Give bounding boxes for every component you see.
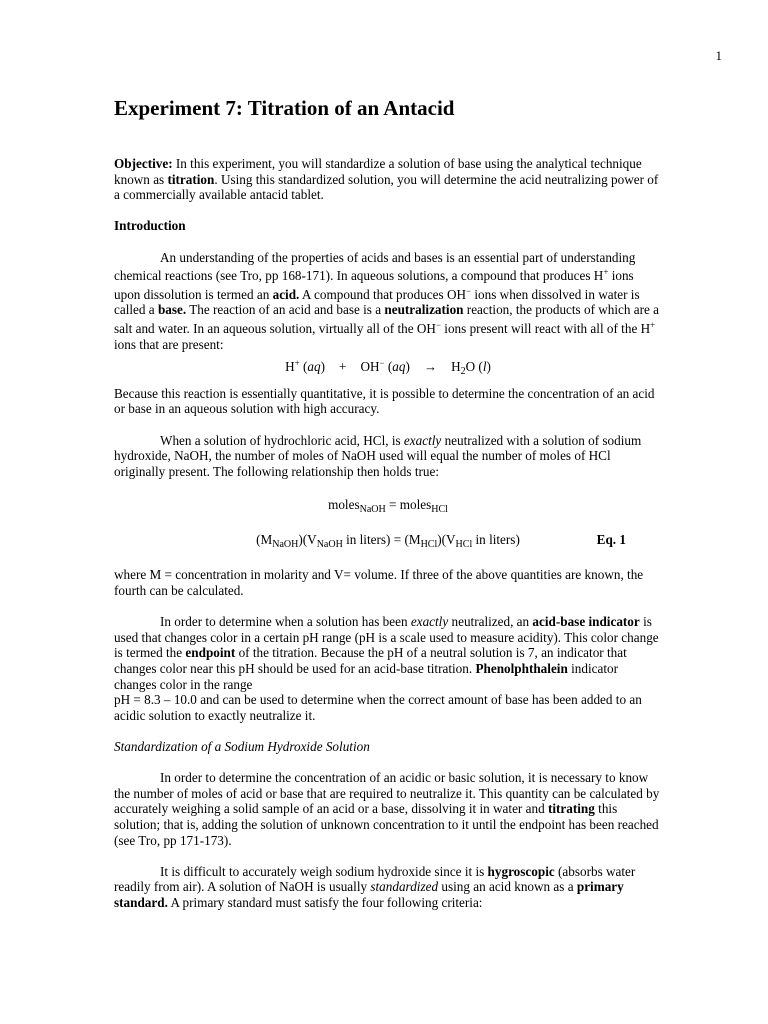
eq-plus: + bbox=[339, 359, 347, 375]
term-endpoint: endpoint bbox=[185, 645, 236, 661]
objective-paragraph bbox=[114, 156, 662, 203]
p4-text: this solution; that is, adding the solution of unknown concentration to it until the endpoint has been reached (see Tro, pp 171-173). bbox=[114, 801, 659, 848]
eq-term: )(V bbox=[437, 531, 456, 547]
objective-text-2: . Using this standardized solution, you will determine the acid neutralizing power of a commercially available antacid tablet. bbox=[114, 171, 659, 203]
paragraph-indicator bbox=[114, 614, 662, 723]
term-titrating: titrating bbox=[547, 801, 595, 817]
intro-text: The reaction of an acid and base is a bbox=[186, 302, 385, 318]
emphasis-exactly: exactly bbox=[403, 432, 442, 448]
subscript: HCl bbox=[420, 538, 438, 550]
p2-text: When a solution of hydrochloric acid, HCl, is bbox=[160, 432, 404, 448]
paragraph-quantitative: Because this reaction is essentially quantitative, it is possible to determine the concentration of an acid or base in an aqueous solution with high accuracy. bbox=[114, 385, 655, 417]
intro-paragraph bbox=[114, 250, 662, 353]
term-base: base. bbox=[157, 302, 187, 318]
eq-term: H bbox=[285, 359, 295, 375]
eq-term: = moles bbox=[385, 497, 432, 513]
intro-text: ions that are present: bbox=[114, 336, 224, 352]
eq-term: )(V bbox=[298, 531, 317, 547]
emphasis-exactly: exactly bbox=[410, 614, 449, 630]
subscript: 2 bbox=[460, 366, 466, 378]
paragraph-concentration bbox=[114, 770, 662, 848]
eq-term: (M bbox=[256, 531, 273, 547]
intro-text: ions upon dissolution is termed an bbox=[114, 268, 634, 302]
superscript: − bbox=[435, 319, 441, 330]
state-l: l bbox=[482, 359, 487, 375]
eq-term: in liters) bbox=[472, 531, 520, 547]
section-heading-introduction: Introduction bbox=[114, 218, 186, 234]
p3-text: neutralized, an bbox=[448, 614, 533, 630]
subscript: NaOH bbox=[316, 538, 343, 550]
p5-text: using an acid known as a bbox=[438, 879, 577, 895]
subscript: HCl bbox=[431, 504, 448, 516]
intro-text: A compound that produces OH bbox=[299, 286, 467, 302]
subscript: NaOH bbox=[272, 538, 299, 550]
p3-text: indicator changes color in the range bbox=[114, 661, 618, 692]
subscript: HCl bbox=[455, 538, 473, 550]
eq-term: OH bbox=[360, 359, 380, 375]
eq-term: ) bbox=[486, 359, 491, 375]
superscript: + bbox=[294, 358, 300, 369]
state-aq: aq bbox=[307, 359, 321, 375]
superscript: + bbox=[603, 267, 609, 278]
p5-text: It is difficult to accurately weigh sodium hydroxide since it is bbox=[160, 863, 488, 879]
emphasis-standardized: standardized bbox=[370, 879, 439, 895]
equation-label: Eq. 1 bbox=[596, 531, 626, 547]
term-acid: acid. bbox=[272, 286, 300, 302]
objective-text-1: In this experiment, you will standardize a solution of base using the analytical technique known as bbox=[114, 156, 642, 187]
p3-text: is used that changes color in a certain pH range (pH is a scale used to measure acidity). This color change is termed the bbox=[114, 614, 659, 661]
intro-text: An understanding of the properties of acids and bases is an essential part of understanding chemical reactions (see Tro, pp 168-171). In aqueous solutions, a compound that produces H bbox=[114, 249, 636, 284]
page-title: Experiment 7: Titration of an Antacid bbox=[114, 96, 455, 120]
superscript: − bbox=[379, 358, 385, 369]
objective-label: Objective: bbox=[114, 156, 173, 171]
state-aq: aq bbox=[392, 359, 406, 375]
paragraph-hcl bbox=[114, 433, 662, 480]
reaction-arrow: → bbox=[423, 359, 438, 375]
term-titration: titration bbox=[167, 171, 215, 187]
eq-term: moles bbox=[328, 497, 360, 513]
subscript: NaOH bbox=[359, 504, 386, 516]
document-body bbox=[114, 96, 662, 926]
p5-text: (absorbs water readily from air). A solution of NaOH is usually bbox=[114, 863, 636, 895]
paragraph-molarity: where M = concentration in molarity and V= volume. If three of the above quantities are known, the fourth can be calculated. bbox=[114, 567, 644, 599]
section-heading-standardization: Standardization of a Sodium Hydroxide Solution bbox=[114, 739, 370, 754]
eq-term: in liters) = (M bbox=[342, 531, 421, 547]
intro-text: ions when dissolved in water is called a bbox=[114, 286, 640, 318]
p4-text: In order to determine the concentration of an acidic or basic solution, it is necessary to know the number of moles of acid or base that are required to neutralize it. This quantity can be calculated by accurately weighing a solid sample of an acid or a base, dissolving it in water and bbox=[114, 770, 660, 817]
term-hygroscopic: hygroscopic bbox=[487, 863, 555, 879]
eq-term: O ( bbox=[465, 359, 483, 375]
term-phenolphthalein: Phenolphthalein bbox=[475, 661, 568, 677]
eq-term: H bbox=[451, 359, 461, 375]
term-primary-standard: primary standard. bbox=[114, 879, 624, 910]
page-number: 1 bbox=[715, 48, 722, 63]
p3-text: of the titration. Because the pH of a neutral solution is 7, an indicator that changes color near this pH should be used for an acid-base titration. bbox=[114, 645, 627, 677]
superscript: + bbox=[650, 319, 656, 330]
reaction-equation: H+ (aq) + OH− $(aq) \to H_2O$ (l) bbox=[285, 358, 491, 378]
intro-text: reaction, the products of which are a salt and water. In an aqueous solution, virtually all of the OH bbox=[114, 302, 660, 336]
superscript: − bbox=[466, 285, 472, 296]
p2-text: neutralized with a solution of sodium hydroxide, NaOH, the number of moles of NaOH used will equal the number of moles of HCl originally present. The following relationship then holds true: bbox=[114, 432, 642, 479]
p3-text: pH = 8.3 – 10.0 and can be used to determine when the correct amount of base has been added to an acidic solution to exactly neutralize it. bbox=[114, 692, 642, 723]
term-neutralization: neutralization bbox=[384, 302, 464, 318]
moles-equation bbox=[114, 497, 662, 518]
p5-text: A primary standard must satisfy the four following criteria: bbox=[167, 894, 483, 910]
term-acid-base-indicator: acid-base indicator bbox=[532, 614, 640, 630]
p3-text: In order to determine when a solution has been bbox=[160, 614, 411, 630]
equation-1 bbox=[114, 532, 662, 553]
paragraph-primary-standard bbox=[114, 864, 662, 911]
intro-text: ions present will react with all of the H bbox=[441, 320, 651, 336]
